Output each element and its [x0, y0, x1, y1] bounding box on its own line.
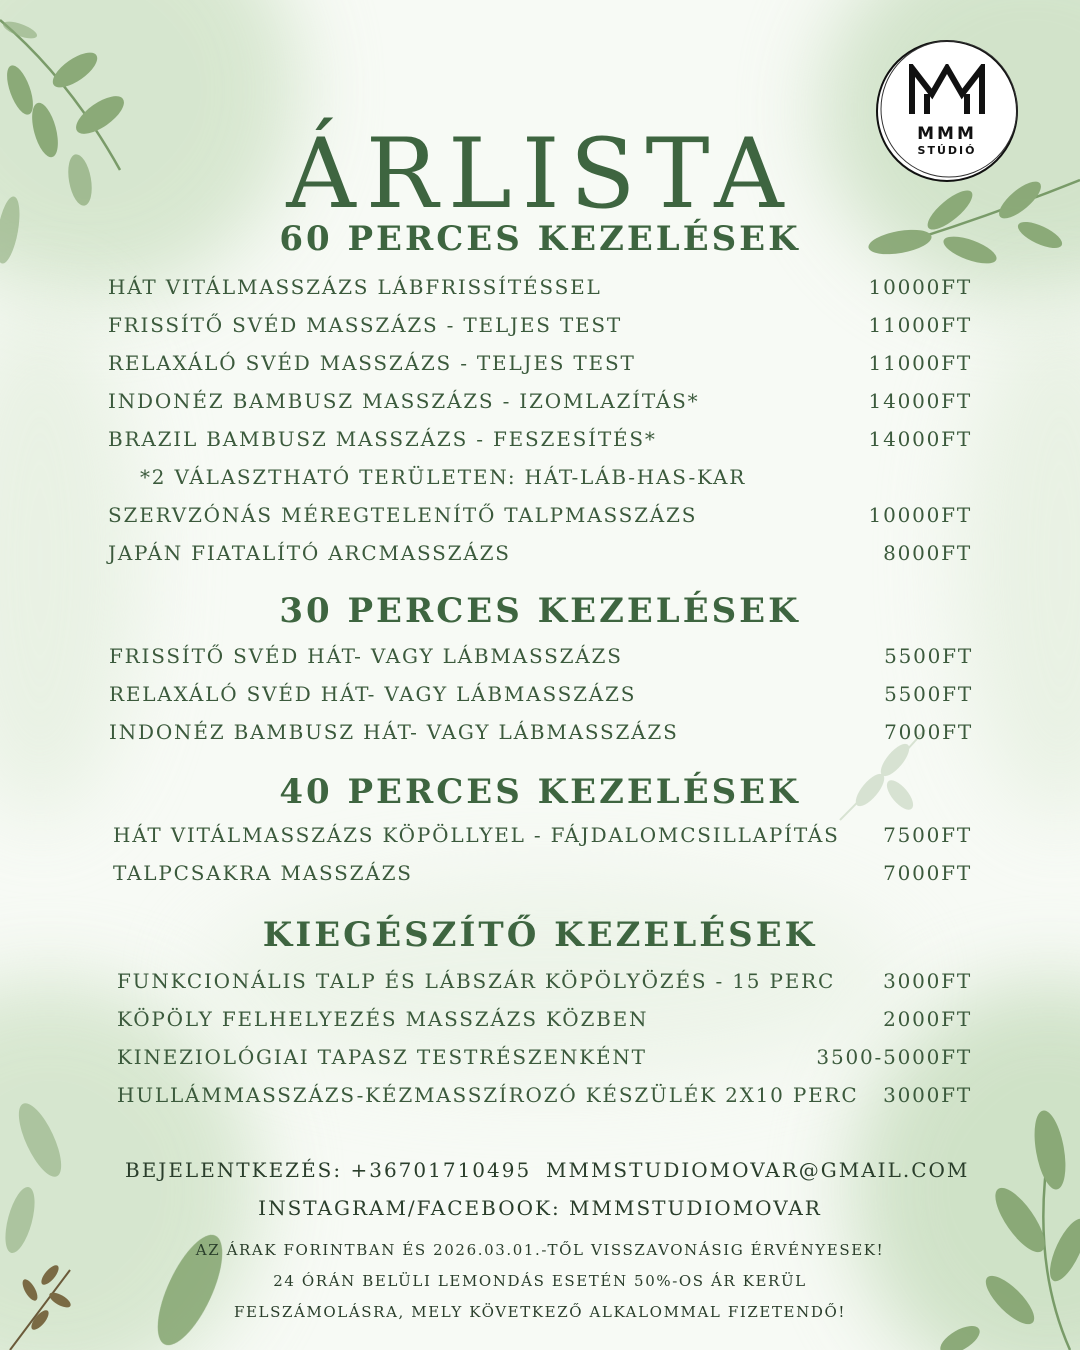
list-item — [113, 858, 972, 888]
item-price: 11000FT — [868, 313, 972, 337]
mmm-monogram-icon — [907, 64, 987, 114]
list-item — [108, 386, 972, 416]
item-price: 5500FT — [884, 682, 973, 706]
item-name: KÖPÖLY FELHELYEZÉS MASSZÁZS KÖZBEN — [117, 1007, 649, 1031]
item-name: HULLÁMMASSZÁZS-KÉZMASSZÍROZÓ KÉSZÜLÉK 2X10 PERC — [117, 1083, 859, 1107]
item-name: JAPÁN FIATALÍTÓ ARCMASSZÁZS — [108, 541, 511, 565]
contact-email: MMMSTUDIOMOVAR@GMAIL.COM — [546, 1158, 970, 1182]
item-name: FRISSÍTŐ SVÉD HÁT- VAGY LÁBMASSZÁZS — [109, 644, 623, 668]
item-name: SZERVZÓNÁS MÉREGTELENÍTŐ TALPMASSZÁZS — [108, 503, 698, 527]
fine-print-line: 24 ÓRÁN BELÜLI LEMONDÁS ESETÉN 50%-OS ÁR KERÜL — [273, 1272, 807, 1290]
item-name: TALPCSAKRA MASSZÁZS — [113, 861, 413, 885]
list-item — [108, 348, 972, 378]
item-name: INDONÉZ BAMBUSZ MASSZÁZS - IZOMLAZÍTÁS* — [108, 389, 700, 413]
list-item — [109, 679, 973, 709]
list-item — [108, 424, 972, 454]
list-item — [109, 641, 973, 671]
item-price: 7500FT — [883, 823, 972, 847]
list-item — [117, 966, 972, 996]
logo-name: MMM — [917, 124, 977, 144]
item-name: RELAXÁLÓ SVÉD HÁT- VAGY LÁBMASSZÁZS — [109, 682, 637, 706]
section-title-60: 60 PERCES KEZELÉSEK — [279, 219, 801, 259]
item-name: FUNKCIONÁLIS TALP ÉS LÁBSZÁR KÖPÖLYÖZÉS - 15 PERC — [117, 969, 836, 993]
social-handle: INSTAGRAM/FACEBOOK: MMMSTUDIOMOVAR — [258, 1196, 822, 1220]
item-price: 10000FT — [868, 503, 972, 527]
page-title: ÁRLISTA — [286, 118, 794, 231]
item-name: HÁT VITÁLMASSZÁZS LÁBFRISSÍTÉSSEL — [108, 275, 602, 299]
list-item — [108, 272, 972, 302]
footnote: *2 VÁLASZTHATÓ TERÜLETEN: HÁT-LÁB-HAS-KAR — [140, 465, 747, 489]
item-name: KINEZIOLÓGIAI TAPASZ TESTRÉSZENKÉNT — [117, 1045, 647, 1069]
section-title-30: 30 PERCES KEZELÉSEK — [279, 591, 801, 631]
fine-print-line: AZ ÁRAK FORINTBAN ÉS 2026.03.01.-TŐL VISSZAVONÁSIG ÉRVÉNYESEK! — [195, 1241, 885, 1259]
item-price: 10000FT — [868, 275, 972, 299]
item-price: 14000FT — [868, 427, 972, 451]
item-price: 3000FT — [883, 969, 972, 993]
list-item — [117, 1042, 972, 1072]
logo-subtitle: STÚDIÓ — [917, 144, 977, 157]
section-title-40: 40 PERCES KEZELÉSEK — [279, 772, 801, 812]
item-price: 11000FT — [868, 351, 972, 375]
section-title-extras: KIEGÉSZÍTŐ KEZELÉSEK — [262, 915, 818, 955]
item-price: 3500-5000FT — [816, 1045, 972, 1069]
list-item — [117, 1080, 972, 1110]
item-name: HÁT VITÁLMASSZÁZS KÖPÖLLYEL - FÁJDALOMCSILLAPÍTÁS — [113, 823, 840, 847]
item-price: 3000FT — [883, 1083, 972, 1107]
list-item — [108, 310, 972, 340]
fine-print-line: FELSZÁMOLÁSRA, MELY KÖVETKEZŐ ALKALOMMAL FIZETENDŐ! — [234, 1303, 846, 1321]
list-item — [109, 717, 973, 747]
item-price: 7000FT — [884, 720, 973, 744]
item-name: BRAZIL BAMBUSZ MASSZÁZS - FESZESÍTÉS* — [108, 427, 657, 451]
item-price: 8000FT — [883, 541, 972, 565]
item-price: 5500FT — [884, 644, 973, 668]
studio-logo — [874, 38, 1020, 184]
item-price: 14000FT — [868, 389, 972, 413]
list-item — [108, 500, 972, 530]
list-item — [108, 538, 972, 568]
item-name: FRISSÍTŐ SVÉD MASSZÁZS - TELJES TEST — [108, 313, 623, 337]
item-price: 7000FT — [883, 861, 972, 885]
item-price: 2000FT — [883, 1007, 972, 1031]
item-name: RELAXÁLÓ SVÉD MASSZÁZS - TELJES TEST — [108, 351, 636, 375]
list-item — [113, 820, 972, 850]
item-name: INDONÉZ BAMBUSZ HÁT- VAGY LÁBMASSZÁZS — [109, 720, 679, 744]
booking-phone: BEJELENTKEZÉS: +36701710495 — [125, 1158, 532, 1182]
list-item — [117, 1004, 972, 1034]
